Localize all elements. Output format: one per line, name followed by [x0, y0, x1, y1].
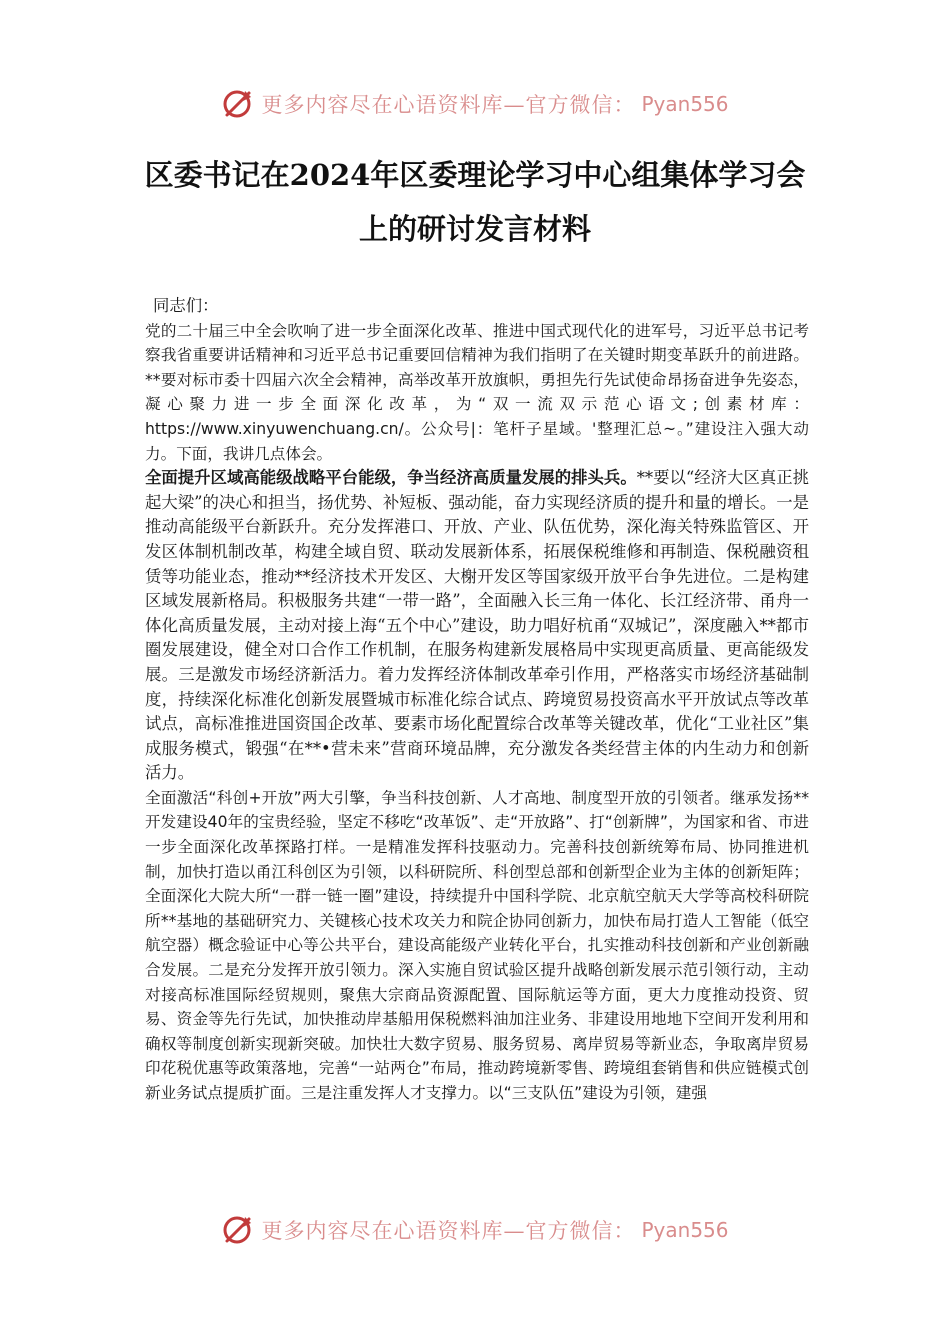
watermark-text: 更多内容尽在心语资料库—官方微信： — [261, 1219, 636, 1243]
document-title — [100, 148, 850, 256]
paragraph-section-1 — [145, 466, 809, 786]
section-1-heading: 全面提升区域高能级战略平台能级，争当经济高质量发展的排头兵。 — [145, 468, 637, 488]
watermark-wechat-id: Pyan556 — [641, 92, 729, 116]
salutation: 同志们： — [153, 296, 219, 315]
paragraph-intro: 党的二十届三中全会吹响了进一步全面深化改革、推进中国式现代化的进军号，习近平总书记考察我省重要讲话精神和习近平总书记重要回信精神为我们指明了在关键时期变革跃升的前进路。**要对标市委十四届六次全会精神，高举改革开放旗帜，勇担先行先试使命昂扬奋进争先姿态，凝心聚力进一步全面深化改革，为“双一流双示范心语文;创素材库：https://www.xinyuwenchuang.cn/。公众号|：笔杆子星域。'整理汇总~。”建设注入强大动力。下面，我讲几点体会。 — [145, 321, 809, 463]
document-body — [145, 294, 809, 1106]
pen-logo-icon — [221, 87, 255, 121]
paragraph-section-2: 全面激活“科创+开放”两大引擎，争当科技创新、人才高地、制度型开放的引领者。继承发扬**开发建设40年的宝贵经验，坚定不移吃“改革饭”、走“开放路”、打“创新牌”，为国家和省、市进一步全面深化改革探路打样。一是精准发挥科技驱动力。完善科技创新统筹布局、协同推进机制，加快打造以甬江科创区为引领，以科研院所、科创型总部和创新型企业为主体的创新矩阵；全面深化大院大所“一群一链一圈”建设，持续提升中国科学院、北京航空航天大学等高校科研院所**基地的基础研究力、关键核心技术攻关力和院企协同创新力，加快布局打造人工智能（低空航空器）概念验证中心等公共平台，建设高能级产业转化平台，扎实推动科技创新和产业创新融合发展。二是充分发挥开放引领力。深入实施自贸试验区提升战略创新发展示范引领行动，主动对接高标准国际经贸规则，聚焦大宗商品资源配置、国际航运等方面，更大力度推动投资、贸易、资金等先行先试，加快推动岸基船用保税燃料油加注业务、非建设用地地下空间开发利用和确权等制度创新实现新突破。加快壮大数字贸易、服务贸易、离岸贸易等新业态，争取离岸贸易印花税优惠等政策落地，完善“一站两仓”布局，推动跨境新零售、跨境组套销售和供应链模式创新业务试点提质扩面。三是注重发挥人才支撑力。以“三支队伍”建设为引领，建强 — [145, 788, 809, 1102]
title-line-2: 上的研讨发言材料 — [358, 212, 591, 246]
section-1-body: **要以“经济大区真正挑起大梁”的决心和担当，扬优势、补短板、强动能，奋力实现经济质的提升和量的增长。一是推动高能级平台新跃升。充分发挥港口、开放、产业、队伍优势，深化海关特殊监管区、开发区体制机制改革，构建全域自贸、联动发展新体系，拓展保税维修和再制造、保税融资租赁等功能业态，推动**经济技术开发区、大榭开发区等国家级开放平台争先进位。二是构建区域发展新格局。积极服务共建“一带一路”，全面融入长三角一体化、长江经济带、甬舟一体化高质量发展，主动对接上海“五个中心”建设，助力唱好杭甬“双城记”，深度融入**都市圈发展建设，健全对口合作工作机制，在服务构建新发展格局中实现更高质量、更高能级发展。三是激发市场经济新活力。着力发挥经济体制改革牵引作用，严格落实市场经济基础制度，持续深化标准化创新发展暨城市标准化综合试点、跨境贸易投资高水平开放试点等改革试点，高标准推进国资国企改革、要素市场化配置综合改革等关键改革，优化“工业社区”集成服务模式，锻强“在**•营未来”营商环境品牌，充分激发各类经营主体的内生动力和创新活力。 — [145, 468, 810, 783]
title-line-1: 区委书记在2024年区委理论学习中心组集体学习会 — [144, 158, 806, 192]
watermark-text: 更多内容尽在心语资料库—官方微信： — [261, 93, 636, 117]
pen-logo-icon — [221, 1213, 255, 1247]
watermark-banner-top — [0, 84, 950, 124]
watermark-banner-bottom — [0, 1210, 950, 1250]
watermark-wechat-id: Pyan556 — [641, 1218, 729, 1242]
